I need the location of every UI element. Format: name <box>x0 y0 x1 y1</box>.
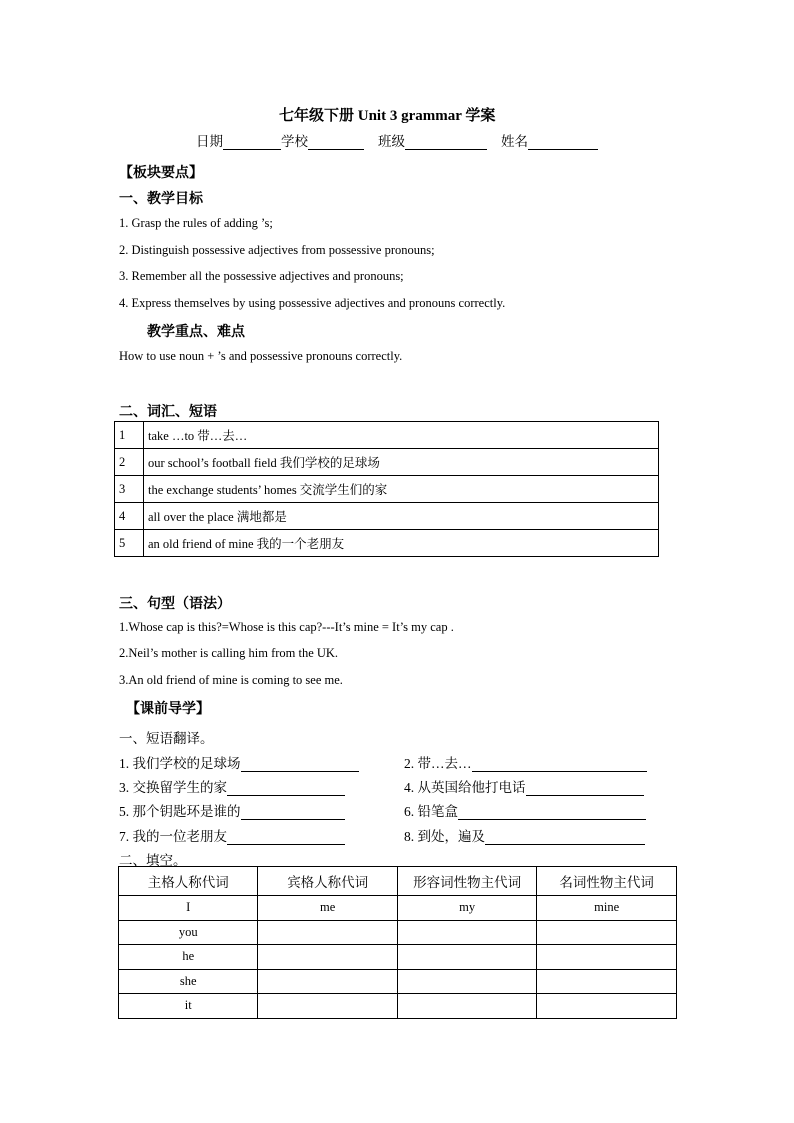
vocab-cell: the exchange students’ homes 交流学生们的家 <box>144 476 659 503</box>
vocab-cell: an old friend of mine 我的一个老朋友 <box>144 530 659 557</box>
column-header: 宾格人称代词 <box>258 867 397 896</box>
grammar-sentence: 2.Neil’s mother is calling him from the UK. <box>119 646 339 660</box>
column-header: 主格人称代词 <box>119 867 258 896</box>
student-info-line <box>196 130 598 150</box>
answer-cell[interactable] <box>537 920 677 945</box>
answer-blank[interactable] <box>227 781 345 796</box>
table-cell: it <box>119 994 258 1019</box>
answer-blank[interactable] <box>227 830 345 845</box>
answer-cell[interactable] <box>397 969 536 994</box>
translate-item <box>119 752 359 772</box>
grammar-heading: 三、句型（语法） <box>119 597 231 612</box>
column-header: 形容词性物主代词 <box>397 867 536 896</box>
focus-text: How to use noun + ’s and possessive pronouns correctly. <box>119 349 403 363</box>
school-field[interactable] <box>308 135 364 150</box>
table-row <box>115 476 659 503</box>
table-cell: he <box>119 945 258 970</box>
table-cell: my <box>397 896 536 921</box>
grammar-sentence: 3.An old friend of mine is coming to see me. <box>119 673 343 687</box>
objectives-heading: 一、教学目标 <box>119 192 203 207</box>
table-row <box>115 503 659 530</box>
table-row <box>115 449 659 476</box>
table-cell: you <box>119 920 258 945</box>
answer-cell[interactable] <box>397 994 536 1019</box>
translate-item-label: 6. 铅笔盒 <box>404 804 458 819</box>
page-title: 七年级下册 Unit 3 grammar 学案 <box>279 108 496 124</box>
column-header: 名词性物主代词 <box>537 867 677 896</box>
answer-cell[interactable] <box>537 969 677 994</box>
answer-blank[interactable] <box>472 757 647 772</box>
vocab-cell: take …to 带…去… <box>144 422 659 449</box>
class-label: 班级 <box>378 134 405 149</box>
answer-cell[interactable] <box>258 969 397 994</box>
name-field[interactable] <box>528 135 598 150</box>
table-row <box>115 530 659 557</box>
answer-cell[interactable] <box>258 945 397 970</box>
translate-item <box>404 752 647 772</box>
objective-item: 3. Remember all the possessive adjectives and pronouns; <box>119 269 404 283</box>
translate-item <box>404 776 644 796</box>
table-cell: me <box>258 896 397 921</box>
table-row <box>115 422 659 449</box>
table-header-row <box>119 867 677 896</box>
key-points-heading: 【板块要点】 <box>119 166 203 181</box>
date-label: 日期 <box>196 134 223 149</box>
row-number: 1 <box>115 422 144 449</box>
table-row <box>119 896 677 921</box>
translate-item <box>119 776 345 796</box>
translate-item-label: 5. 那个钥匙环是谁的 <box>119 804 241 819</box>
row-number: 2 <box>115 449 144 476</box>
answer-blank[interactable] <box>458 805 646 820</box>
preview-heading: 【课前导学】 <box>126 702 210 717</box>
translate-item-label: 2. 带…去… <box>404 756 472 771</box>
answer-blank[interactable] <box>526 781 644 796</box>
translate-item <box>404 825 645 845</box>
objective-item: 4. Express themselves by using possessive adjectives and pronouns correctly. <box>119 296 506 310</box>
translate-item-label: 7. 我的一位老朋友 <box>119 829 227 844</box>
table-row <box>119 969 677 994</box>
answer-blank[interactable] <box>241 805 345 820</box>
vocab-heading: 二、词汇、短语 <box>119 405 217 420</box>
table-row <box>119 945 677 970</box>
answer-cell[interactable] <box>397 920 536 945</box>
translate-item <box>404 800 646 820</box>
translate-item-label: 3. 交换留学生的家 <box>119 780 227 795</box>
answer-cell[interactable] <box>258 994 397 1019</box>
answer-cell[interactable] <box>537 945 677 970</box>
school-label: 学校 <box>281 134 308 149</box>
table-cell: mine <box>537 896 677 921</box>
answer-cell[interactable] <box>537 994 677 1019</box>
row-number: 5 <box>115 530 144 557</box>
row-number: 3 <box>115 476 144 503</box>
table-row <box>119 920 677 945</box>
answer-blank[interactable] <box>241 757 359 772</box>
answer-cell[interactable] <box>258 920 397 945</box>
table-cell: she <box>119 969 258 994</box>
translate-item-label: 1. 我们学校的足球场 <box>119 756 241 771</box>
table-row <box>119 994 677 1019</box>
pronoun-table <box>118 866 677 1019</box>
row-number: 4 <box>115 503 144 530</box>
name-label: 姓名 <box>501 134 528 149</box>
date-field[interactable] <box>223 135 281 150</box>
translate-heading: 一、短语翻译。 <box>119 731 214 746</box>
focus-heading: 教学重点、难点 <box>147 325 245 340</box>
vocab-table <box>114 421 659 557</box>
translate-item <box>119 800 345 820</box>
fill-heading: 二、填空。 <box>119 853 187 868</box>
translate-item <box>119 825 345 845</box>
vocab-cell: our school’s football field 我们学校的足球场 <box>144 449 659 476</box>
answer-cell[interactable] <box>397 945 536 970</box>
grammar-sentence: 1.Whose cap is this?=Whose is this cap?---It’s mine = It’s my cap . <box>119 620 454 634</box>
class-field[interactable] <box>405 135 487 150</box>
translate-item-label: 8. 到处，遍及 <box>404 829 485 844</box>
table-cell: I <box>119 896 258 921</box>
objective-item: 1. Grasp the rules of adding ’s; <box>119 216 273 230</box>
answer-blank[interactable] <box>485 830 645 845</box>
objective-item: 2. Distinguish possessive adjectives from possessive pronouns; <box>119 243 435 257</box>
translate-item-label: 4. 从英国给他打电话 <box>404 780 526 795</box>
vocab-cell: all over the place 满地都是 <box>144 503 659 530</box>
